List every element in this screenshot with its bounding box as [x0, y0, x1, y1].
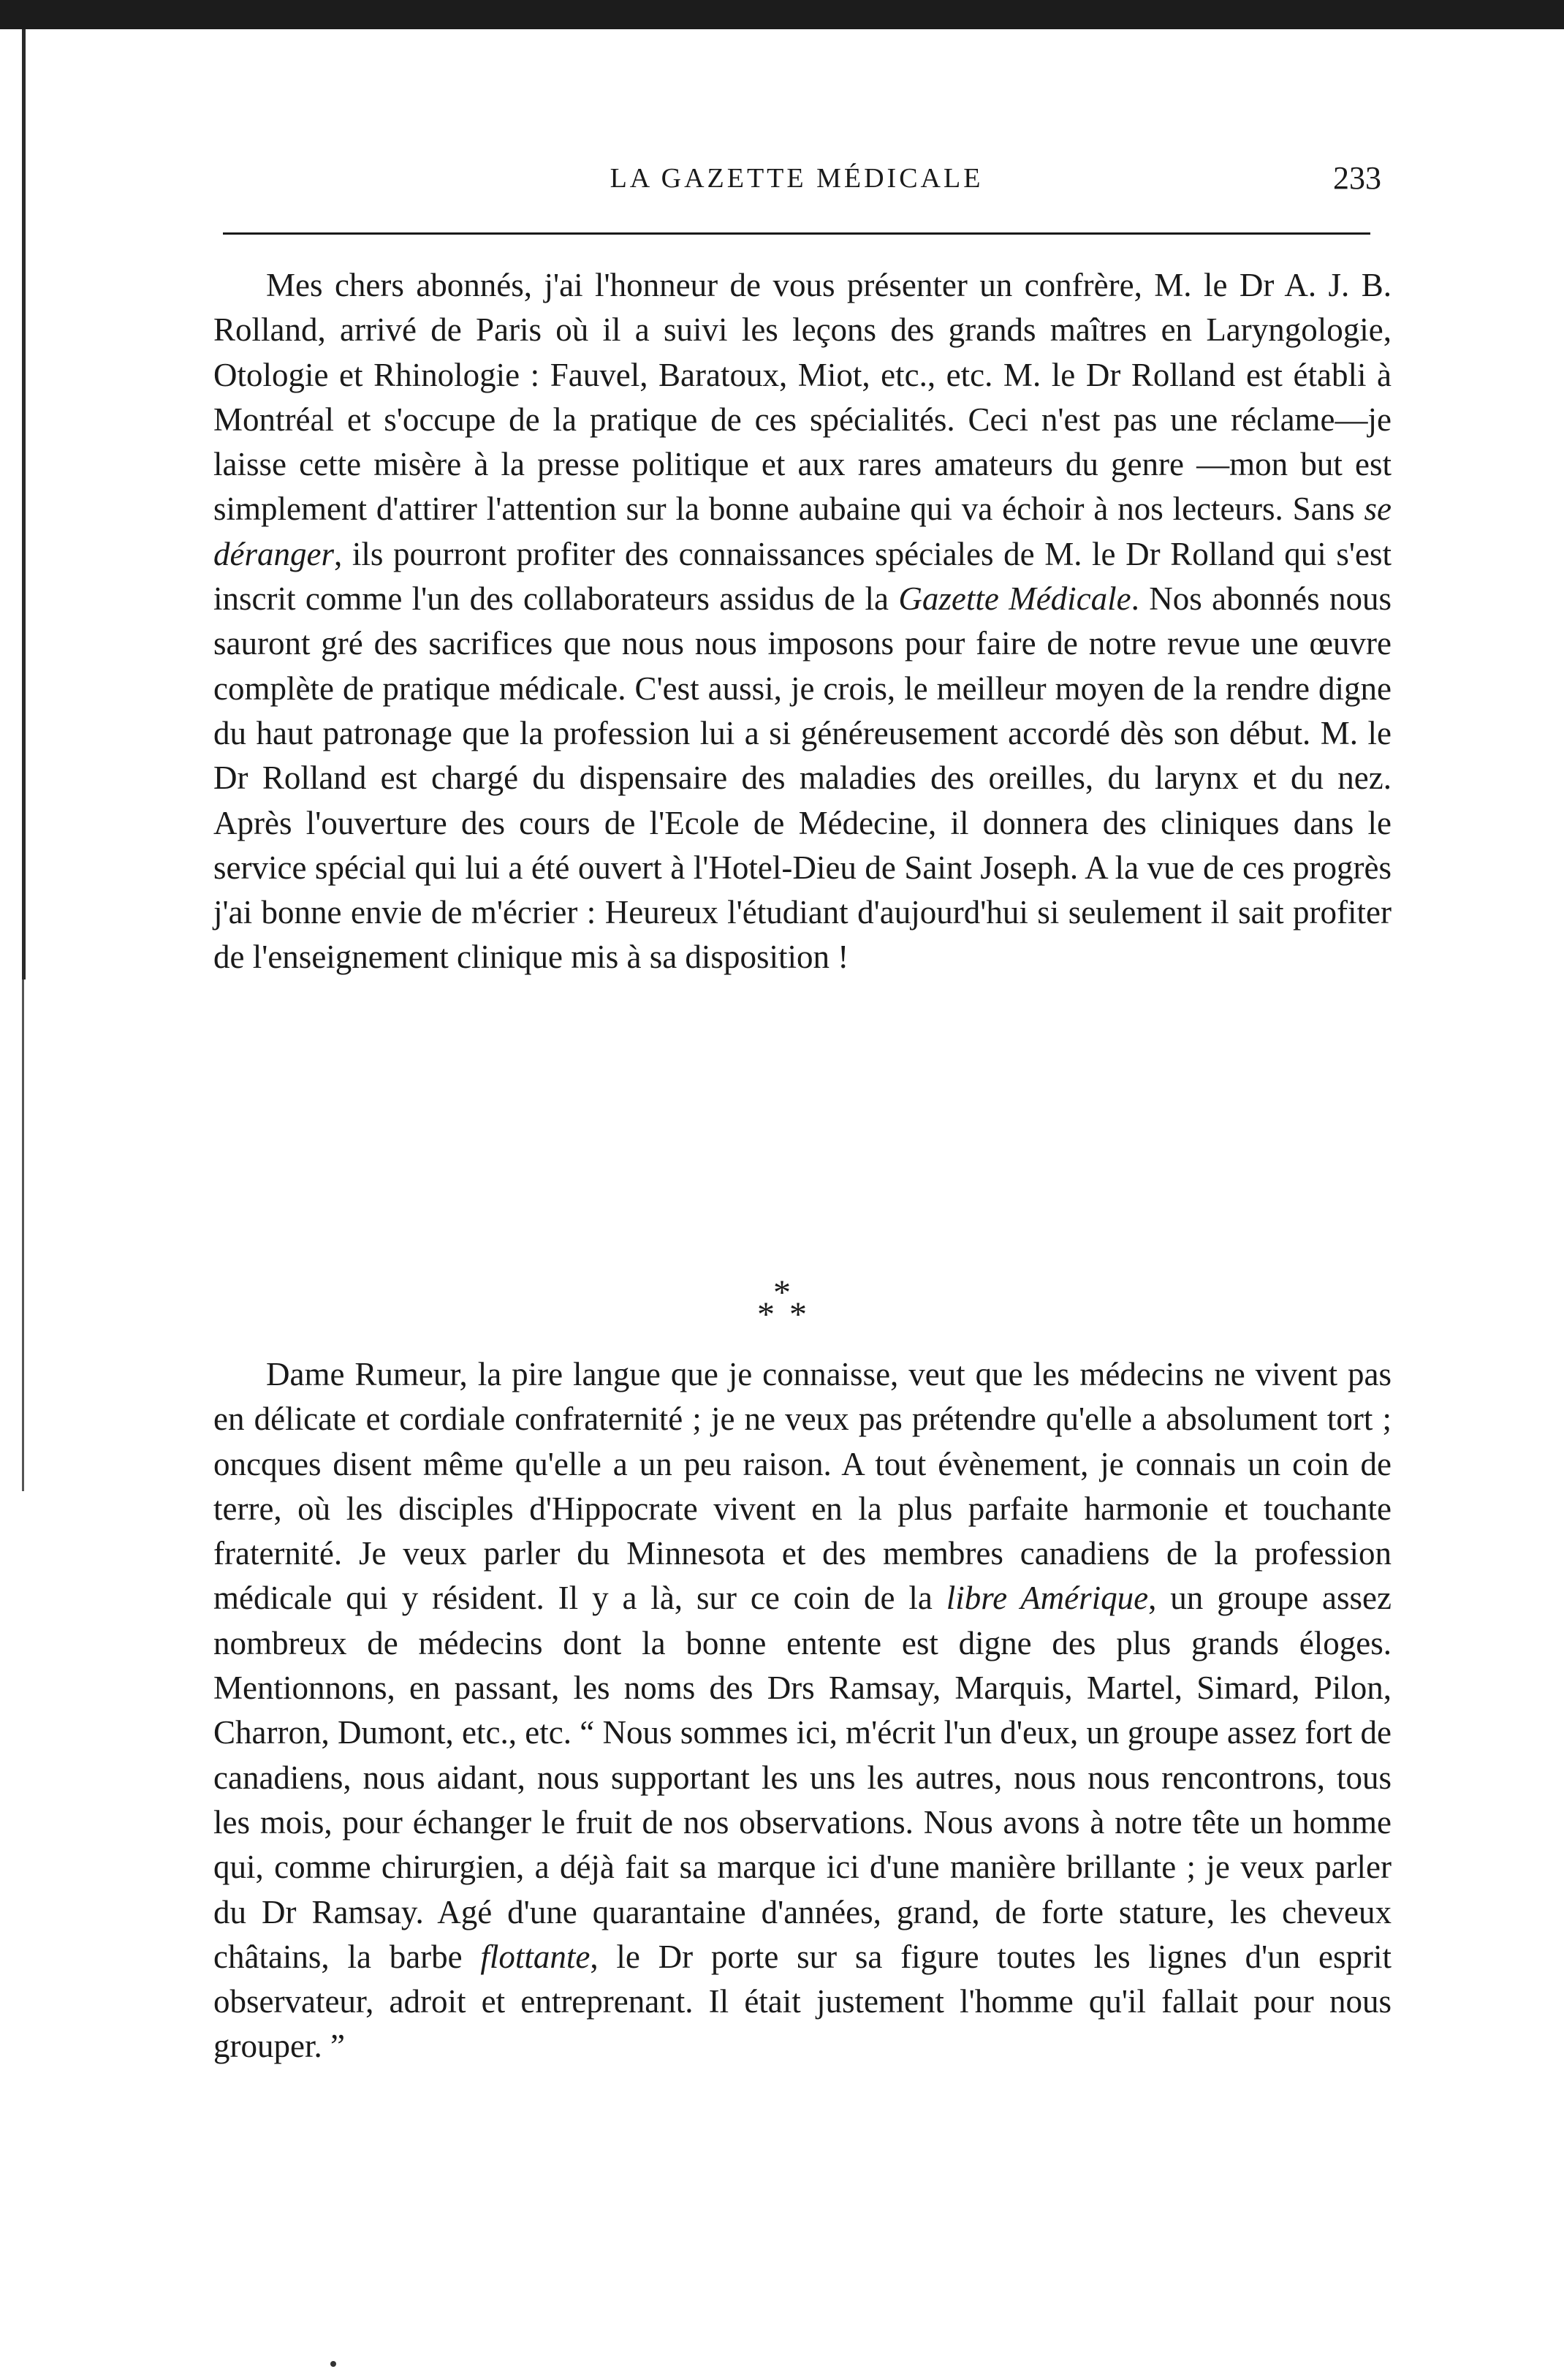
article-body-part-2: [213, 1352, 1392, 2069]
paragraph-rolland: [213, 263, 1392, 980]
header-rule: [223, 232, 1370, 235]
page-header: [212, 162, 1381, 206]
paragraph-minnesota: [213, 1352, 1392, 2069]
paragraph-text: . Nos abonnés nous sauront gré des sacrifices que nous nous imposons pour faire de notre revue une œuvre complète de pratique médicale. C'est aussi, je crois, le meilleur moyen de la rendre digne du haut patronage que la profession lui a si généreusement accordé dès son début. M. le Dr Rolland est chargé du dispensaire des maladies des oreilles, du larynx et du nez. Après l'ouverture des cours de l'Ecole de Médecine, il donnera des cliniques dans le service spécial qui lui a été ouvert à l'Hotel-Dieu de Saint Joseph. A la vue de ces progrès j'ai bonne envie de m'écrier : Heureux l'étudiant d'aujourd'hui si seulement il sait profiter de l'enseignement clinique mis à sa disposition !: [213, 580, 1392, 976]
paragraph-text: , un groupe assez nombreux de médecins dont la bonne entente est digne des plus grands éloges. Mentionnons, en passant, les noms des Drs Ramsay, Marquis, Martel, Simard, Pilon, Charron, Dumont, etc., etc. “ Nous sommes ici, m'écrit l'un d'eux, un groupe assez fort de canadiens, nous aidant, nous supportant les uns les autres, nous nous rencontrons, tous les mois, pour échanger le fruit de nos observations. Nous avons à notre tête un homme qui, comme chirurgien, a déjà fait sa marque ici d'une manière brillante ; je veux parler du Dr Ramsay. Agé d'une quarantaine d'années, grand, de forte stature, les cheveux châtains, la barbe: [213, 1580, 1392, 1975]
italic-journal-title: Gazette Médicale: [898, 580, 1131, 618]
running-title: LA GAZETTE MÉDICALE: [610, 163, 984, 194]
scan-left-rule: [22, 29, 26, 979]
italic-word: flottante: [480, 1938, 591, 1975]
asterism-separator: [731, 1273, 877, 1341]
italic-phrase: se déranger: [213, 490, 1392, 572]
paragraph-text: , le Dr porte sur sa figure toutes les lignes d'un esprit observateur, adroit et entreprenant. Il était justement l'homme qu'il fallait pour nous grouper. ”: [213, 1938, 1392, 2065]
page-number: 233: [1333, 160, 1381, 196]
asterisk-top: *: [773, 1273, 791, 1312]
italic-phrase: libre Amérique: [946, 1580, 1149, 1617]
asterisk-left: *: [757, 1295, 775, 1334]
paragraph-text: Dame Rumeur, la pire langue que je connaisse, veut que les médecins ne vivent pas en délicate et cordiale confraternité ; je ne veux pas prétendre qu'elle a absolument tort ; oncques disent même qu'elle a un peu raison. A tout évènement, je connais un coin de terre, où les disciples d'Hippocrate vivent en la plus parfaite harmonie et touchante fraternité. Je veux parler du Minnesota et des membres canadiens de la profession médicale qui y résident. Il y a là, sur ce coin de la: [213, 1356, 1392, 1617]
article-body-part-1: [213, 263, 1392, 980]
scan-speck: [330, 2361, 336, 2367]
scan-top-border: [0, 0, 1564, 29]
asterisk-right: *: [789, 1295, 807, 1334]
scan-left-margin: [0, 29, 20, 2380]
paragraph-text: , ils pourront profiter des connaissances spéciales de M. le Dr Rolland qui s'est inscrit comme l'un des collaborateurs assidus de la: [213, 535, 1392, 618]
paragraph-text: Mes chers abonnés, j'ai l'honneur de vous présenter un confrère, M. le Dr A. J. B. Rolland, arrivé de Paris où il a suivi les leçons des grands maîtres en Laryngologie, Otologie et Rhinologie : Fauvel, Baratoux, Miot, etc., etc. M. le Dr Rolland est établi à Montréal et s'occupe de la pratique de ces spécialités. Ceci n'est pas une réclame—je laisse cette misère à la presse politique et aux rares amateurs du genre —mon but est simplement d'attirer l'attention sur la bonne aubaine qui va échoir à nos lecteurs. Sans: [213, 267, 1392, 528]
scan-left-rule-lower: [22, 979, 24, 1491]
